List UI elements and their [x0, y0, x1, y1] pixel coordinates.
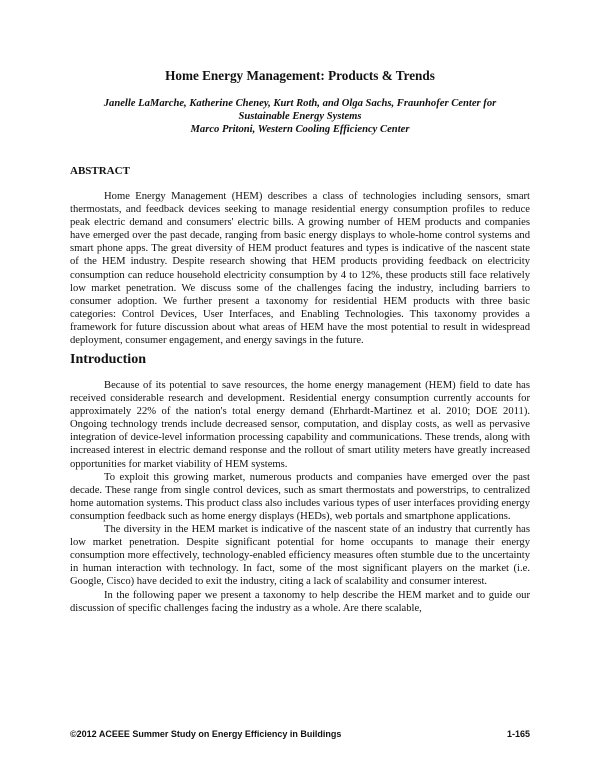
- author-line-1: Janelle LaMarche, Katherine Cheney, Kurt Roth, and Olga Sachs, Fraunhofer Center for: [103, 98, 497, 109]
- intro-paragraph-2: To exploit this growing market, numerous products and companies have emerged over the past decade. These range from single control devices, such as smart thermostats and powerstrips, to centralized home automation systems. This product class also includes various types of user interfaces providing energy consumption feedback such as home energy displays (HEDs), web portals and smartphone applications.: [70, 471, 530, 522]
- abstract-heading: ABSTRACT: [70, 165, 130, 177]
- intro-paragraph-1: Because of its potential to save resources, the home energy management (HEM) field to date has received considerable research and development. Residential energy consumption currently accounts for approximately 22% of the nation's total energy demand (Ehrhardt-Martinez et al. 2010; DOE 2011). Ongoing technology trends include decreased sensor, computation, and display costs, as well as pervasive integration of device-level information processing capability and communications. These trends, along with increased interest in electric demand response and the rollout of smart utility meters have greatly increased opportunities for market viability of HEM systems.: [70, 380, 530, 470]
- author-block: [70, 97, 530, 136]
- introduction-heading: Introduction: [70, 352, 146, 367]
- footer-copyright: ©2012 ACEEE Summer Study on Energy Efficiency in Buildings: [70, 729, 342, 739]
- page-number: 1-165: [506, 729, 530, 739]
- author-line-3: Marco Pritoni, Western Cooling Efficiency Center: [190, 124, 410, 135]
- paper-title: Home Energy Management: Products & Trends: [165, 68, 435, 83]
- intro-paragraph-3: The diversity in the HEM market is indicative of the nascent state of an industry that currently has low market penetration. Despite significant potential for home occupants to manage their energy consumption more effectively, technology-enabled efficiency measures often stumble due to the uncertainty in human interaction with technology. In fact, some of the most significant players on the market (i.e. Google, Cisco) have decided to exit the industry, citing a lack of scalability and consumer interest.: [70, 524, 530, 588]
- intro-paragraph-4: In the following paper we present a taxonomy to help describe the HEM market and to guide our discussion of specific challenges facing the industry as a whole. Are there scalable,: [70, 589, 530, 614]
- abstract-text: [70, 190, 530, 347]
- introduction-body: [70, 379, 530, 615]
- abstract-paragraph: Home Energy Management (HEM) describes a class of technologies including sensors, smart thermostats, and feedback devices seeking to manage residential energy consumption profiles to reduce peak electric demand and consumers' electric bills. A growing number of HEM products and companies have emerged over the past decade, ranging from basic energy displays to whole-home control systems and smart phone apps. The great diversity of HEM product features and types is indicative of the nascent state of the HEM industry. Despite research showing that HEM products providing feedback on electricity consumption can reduce household electricity consumption by 4 to 12%, these products still face relatively low market penetration. We discuss some of the challenges facing the industry, including barriers to consumer adoption. We further present a taxonomy for residential HEM products with three basic categories: Control Devices, User Interfaces, and Enabling Technologies. This taxonomy provides a framework for future discussion about what areas of HEM have the most potential to result in widespread deployment, consumer engagement, and energy savings in the future.: [70, 191, 530, 347]
- author-line-2: Sustainable Energy Systems: [238, 111, 362, 122]
